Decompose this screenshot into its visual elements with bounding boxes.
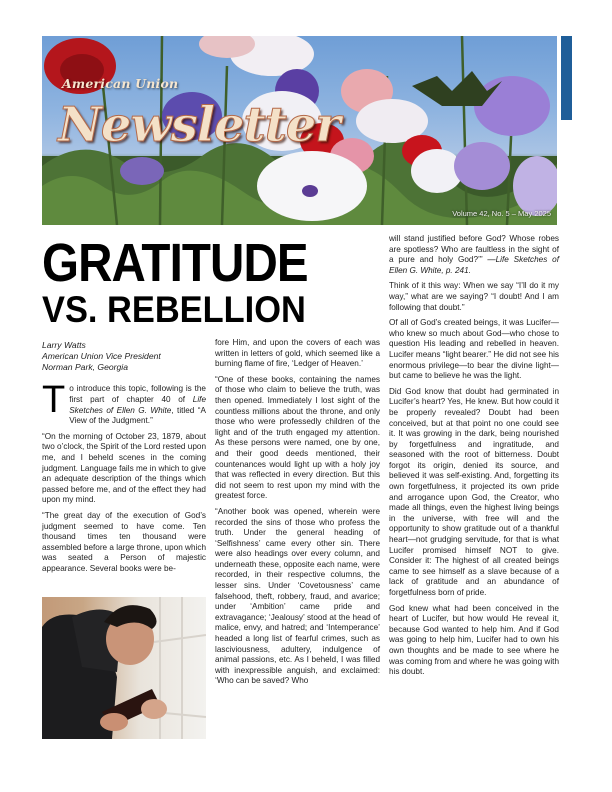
article-column-1: [42, 340, 206, 579]
drop-cap: T: [42, 384, 66, 422]
man-reading-bible-photo: [42, 597, 206, 739]
body-paragraph: “The great day of the execution of God’s judgment seemed to have come. Ten thousand times ten thousand were assembled before a large throne, upon which was seated a Person of majestic appearance. Several books were be-: [42, 510, 206, 573]
article-column-3: [389, 234, 559, 683]
accent-bar: [561, 36, 572, 120]
article-column-2: [215, 338, 380, 692]
quote-ending: [389, 234, 559, 276]
quote-end-text: will stand justified before God? Whose robes are spotless? Who are faultless in the sight of a pure and holy God?’”: [389, 234, 559, 265]
author-location: Norman Park, Georgia: [42, 361, 128, 372]
intro-text-b: , titled “A View of the Judgment.”: [69, 405, 206, 426]
article-headline: [42, 233, 308, 330]
byline: [42, 340, 206, 372]
body-paragraph: “One of these books, containing the names of those who claim to believe the truth, was then opened. Immediately I lost sight of the countless millions about the throne, and only those who were professedly children of the light and of the truth engaged my attention. As these persons were named, one by one, and their good deeds mentioned, their countenances would light up with a holy joy that was reflected in every direction. But this did not seem to rest upon my mind with the greatest force.: [215, 374, 380, 501]
body-paragraph: God knew what had been conceived in the heart of Lucifer, but how would He reveal it, because God wanted to help him. And if God was going to help him, Lucifer had to own his own thoughts and be made to see where he was coming from and where he was going with his doubt.: [389, 603, 559, 677]
headline-line-1: GRATITUDE: [42, 233, 308, 293]
masthead-banner: [42, 36, 557, 225]
author-name: Larry Watts: [42, 340, 86, 350]
body-paragraph: “On the morning of October 23, 1879, about two o’clock, the Spirit of the Lord rested upon me, and I beheld scenes in the coming judgment. Language fails me in which to give an adequate description of the things which passed before me, and of the effect they had upon my mind.: [42, 431, 206, 505]
intro-paragraph: [42, 384, 206, 426]
author-role: American Union Vice President: [42, 350, 161, 361]
body-paragraph: Of all of God’s created beings, it was Lucifer—who knew so much about God—who chose to question His leading and rebelled in heaven. Lucifer means “light bearer.” He did not see his enormous privilege—to bear the divine light—but came to believe he was the light.: [389, 318, 559, 381]
intro-book-title: Life Sketches of Ellen G. White: [69, 394, 206, 415]
newsletter-title: Newsletter: [58, 97, 340, 153]
citation: —Life Sketches of Ellen G. White, p. 241.: [389, 255, 559, 275]
issue-info: Volume 42, No. 5 – May 2025: [452, 209, 551, 218]
body-paragraph: Did God know that doubt had germinated in Lucifer’s heart? Yes, He knew. But how could it be properly revealed? Doubt had been conceived, but at that point no one could see it. It was growing in the dark, being nourished by forgetfulness and ingratitude, and seasoned with the root of bitterness. Doubt forgot its origin, denied its source, and believed it was self-existing. And, forgetting its own forgetfulness, it projected its own pride and arrogance upon God, the Creator, who made all things, even the highest living beings in the universe, with free will and the opportunity to show gratitude out of a thankful heart—not grudging servitude, for that is what Lucifer promised himself NOT to give. Consider it: The highest of all created beings came to see himself as a slave because of a lack of gratitude and an abundance of forgetfulness born of pride.: [389, 386, 559, 597]
brand-name: American Union: [62, 76, 179, 91]
body-paragraph: “Another book was opened, wherein were recorded the sins of those who profess the truth. Under the general heading of ‘Selfishness’ came every other sin. There were also headings over every column, and underneath these, opposite each name, were recorded, in their respective columns, the lesser sins. Under ‘Covetousness’ came falsehood, theft, robbery, fraud, and avarice; under ‘Ambition’ came pride and extravagance; ‘Jealousy’ stood at the head of malice, envy, and hatred; and ‘Intemperance’ headed a long list of fearful crimes, such as lasciviousness, adultery, indulgence of animal passions, etc. As I beheld, I was filled with inexpressible anguish, and exclaimed: ‘Who can be saved? Who: [215, 506, 380, 686]
body-paragraph: Think of it this way: When we say “I’ll do it my way,” what are we saying? “I doubt! And I am following that doubt.”: [389, 281, 559, 312]
intro-text-a: o introduce this topic, following is the first part of chapter 40 of: [69, 384, 206, 404]
headline-line-2: VS. REBELLION: [42, 289, 306, 330]
body-paragraph: fore Him, and upon the covers of each was written in letters of gold, which seemed like a burning flame of fire, ‘Ledger of Heaven.’: [215, 338, 380, 369]
